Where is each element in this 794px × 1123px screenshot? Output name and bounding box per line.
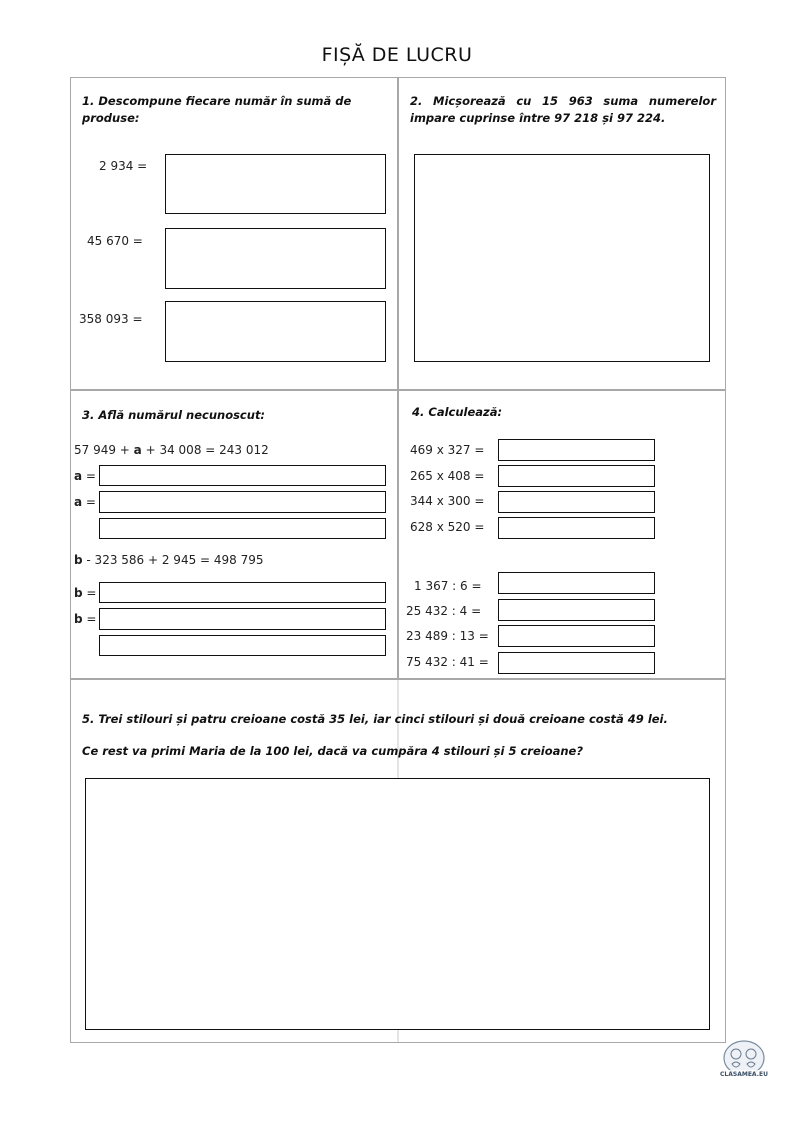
a-row-label: a = xyxy=(74,495,96,509)
b-answer-box-1[interactable] xyxy=(99,582,386,603)
exercise-5-prompt-line2: Ce rest va primi Maria de la 100 lei, dacă va cumpăra 4 stilouri și 5 creioane? xyxy=(82,744,584,758)
equation-a-var: a xyxy=(133,443,142,457)
multiplication-label: 265 x 408 = xyxy=(410,469,485,483)
division-answer-box-2[interactable] xyxy=(498,599,655,621)
ex1-number-label: 2 934 = xyxy=(99,159,148,173)
division-label: 1 367 : 6 = xyxy=(414,579,482,593)
equation-a xyxy=(74,443,269,457)
multiplication-label: 469 x 327 = xyxy=(410,443,485,457)
exercise-1-prompt-line1: 1. Descompune fiecare număr în sumă de xyxy=(82,94,352,108)
multiplication-label: 344 x 300 = xyxy=(410,494,485,508)
equation-a-part2: + 34 008 = 243 012 xyxy=(141,443,269,457)
equation-b xyxy=(74,553,264,567)
ex1-answer-box-1[interactable] xyxy=(165,154,386,214)
row-divider-1 xyxy=(70,389,726,391)
column-divider xyxy=(397,77,399,679)
division-answer-box-4[interactable] xyxy=(498,652,655,674)
exercise-1-prompt-line2: produse: xyxy=(82,111,140,125)
logo-text: CLASAMEA.EU xyxy=(720,1071,768,1078)
division-label: 25 432 : 4 = xyxy=(406,604,482,618)
exercise-2-prompt-line2: impare cuprinse între 97 218 și 97 224. xyxy=(410,111,666,125)
multiplication-answer-box-2[interactable] xyxy=(498,465,655,487)
equation-b-part2: - 323 586 + 2 945 = 498 795 xyxy=(82,553,264,567)
multiplication-label: 628 x 520 = xyxy=(410,520,485,534)
multiplication-answer-box-3[interactable] xyxy=(498,491,655,513)
a-row-label: a = xyxy=(74,469,96,483)
division-answer-box-1[interactable] xyxy=(498,572,655,594)
a-answer-box-2[interactable] xyxy=(99,491,386,513)
equation-b-var: b xyxy=(74,553,83,567)
a-answer-box-1[interactable] xyxy=(99,465,386,486)
page-title: FIȘĂ DE LUCRU xyxy=(321,44,473,66)
b-row-label: b = xyxy=(74,612,97,626)
exercise-2-prompt-line1: 2. Micșorează cu 15 963 suma numerelor xyxy=(410,94,716,108)
multiplication-answer-box-4[interactable] xyxy=(498,517,655,539)
a-answer-box-3[interactable] xyxy=(99,518,386,539)
ex1-number-label: 358 093 = xyxy=(79,312,143,326)
exercise-4-prompt: 4. Calculează: xyxy=(412,405,503,419)
multiplication-answer-box-1[interactable] xyxy=(498,439,655,461)
division-label: 75 432 : 41 = xyxy=(406,655,489,669)
ex1-answer-box-2[interactable] xyxy=(165,228,386,289)
exercise-1-prompt xyxy=(82,93,382,127)
division-answer-box-3[interactable] xyxy=(498,625,655,647)
b-answer-box-2[interactable] xyxy=(99,608,386,630)
ex5-answer-box[interactable] xyxy=(85,778,710,1030)
division-label: 23 489 : 13 = xyxy=(406,629,489,643)
ex1-answer-box-3[interactable] xyxy=(165,301,386,362)
ex1-number-label: 45 670 = xyxy=(87,234,143,248)
b-answer-box-3[interactable] xyxy=(99,635,386,656)
equation-a-part1: 57 949 + xyxy=(74,443,134,457)
clasamea-logo xyxy=(720,1040,768,1084)
b-row-label: b = xyxy=(74,586,97,600)
ex2-answer-box[interactable] xyxy=(414,154,710,362)
exercise-5-prompt-line1: 5. Trei stilouri și patru creioane costă 35 lei, iar cinci stilouri și două creioane costă 49 lei. xyxy=(82,712,668,726)
row-divider-2 xyxy=(70,678,726,680)
exercise-2-prompt xyxy=(410,93,716,127)
exercise-3-prompt: 3. Află numărul necunoscut: xyxy=(82,408,266,422)
